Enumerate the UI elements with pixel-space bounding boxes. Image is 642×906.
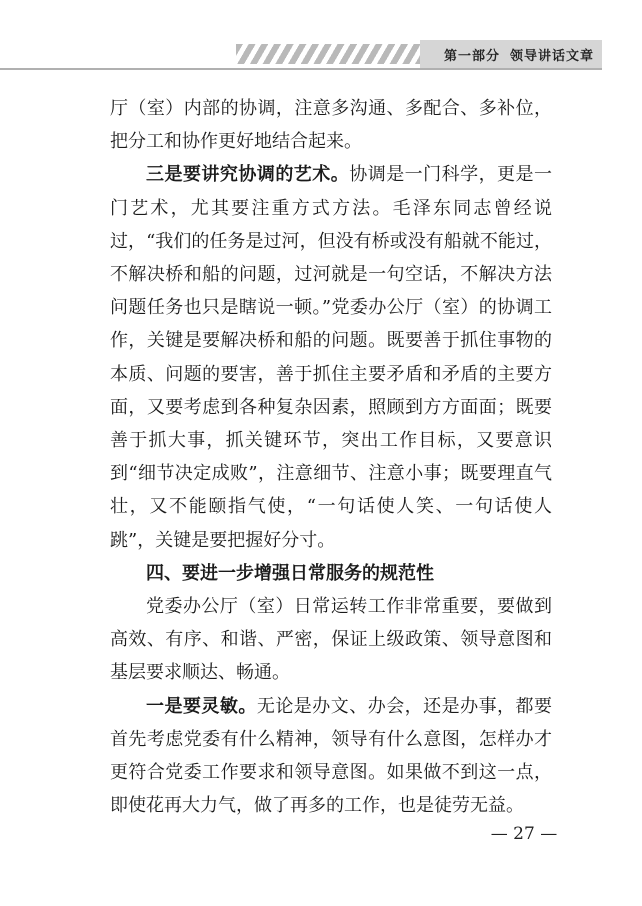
body-text bbox=[110, 92, 552, 822]
header-title: 领导讲话文章 bbox=[509, 48, 594, 64]
paragraph-1: 厅（室）内部的协调，注意多沟通、多配合、多补位，把分工和协作更好地结合起来。 bbox=[110, 98, 552, 153]
header-label-box bbox=[420, 40, 602, 68]
paragraph-3: 党委办公厅（室）日常运转工作非常重要，要做到高效、有序、和谐、严密，保证上级政策、领导意图和基层要求顺达、畅通。 bbox=[110, 596, 552, 684]
header-stripe-decoration bbox=[236, 44, 426, 64]
paragraph-4 bbox=[110, 690, 552, 823]
header-part: 第一部分 bbox=[443, 48, 500, 64]
page-number: — 27 — bbox=[490, 824, 558, 844]
section-heading: 四、要进一步增强日常服务的规范性 bbox=[146, 562, 434, 584]
paragraph-2-lead: 三是要讲究协调的艺术。 bbox=[146, 164, 350, 186]
paragraph-2 bbox=[110, 158, 552, 556]
paragraph-2-text: 协调是一门科学，更是一门艺术，尤其要注重方式方法。毛泽东同志曾经说过，“我们的任务是过河，但没有桥或没有船就不能过，不解决桥和船的问题，过河就是一句空话，不解决方法问题任务也只是瞎说一顿。”党委办公厅（室）的协调工作，关键是要解决桥和船的问题。既要善于抓住事物的本质、问题的要害，善于抓住主要矛盾和矛盾的主要方面，又要考虑到各种复杂因素，照顾到方方面面；既要善于抓大事，抓关键环节，突出工作目标，又要意识到“细节决定成败”，注意细节、注意小事；既要理直气壮，又不能颐指气使，“一句话使人笑、一句话使人跳”，关键是要把握好分寸。 bbox=[110, 164, 553, 551]
paragraph-4-lead: 一是要灵敏。 bbox=[146, 695, 257, 717]
header-rule bbox=[0, 68, 602, 70]
paragraph-4-text: 无论是办文、办会，还是办事，都要首先考虑党委有什么精神，领导有什么意图，怎样办才更符合党委工作要求和领导意图。如果做不到这一点，即使花再大力气，做了再多的工作，也是徒劳无益。 bbox=[110, 695, 553, 817]
running-header bbox=[0, 40, 602, 68]
